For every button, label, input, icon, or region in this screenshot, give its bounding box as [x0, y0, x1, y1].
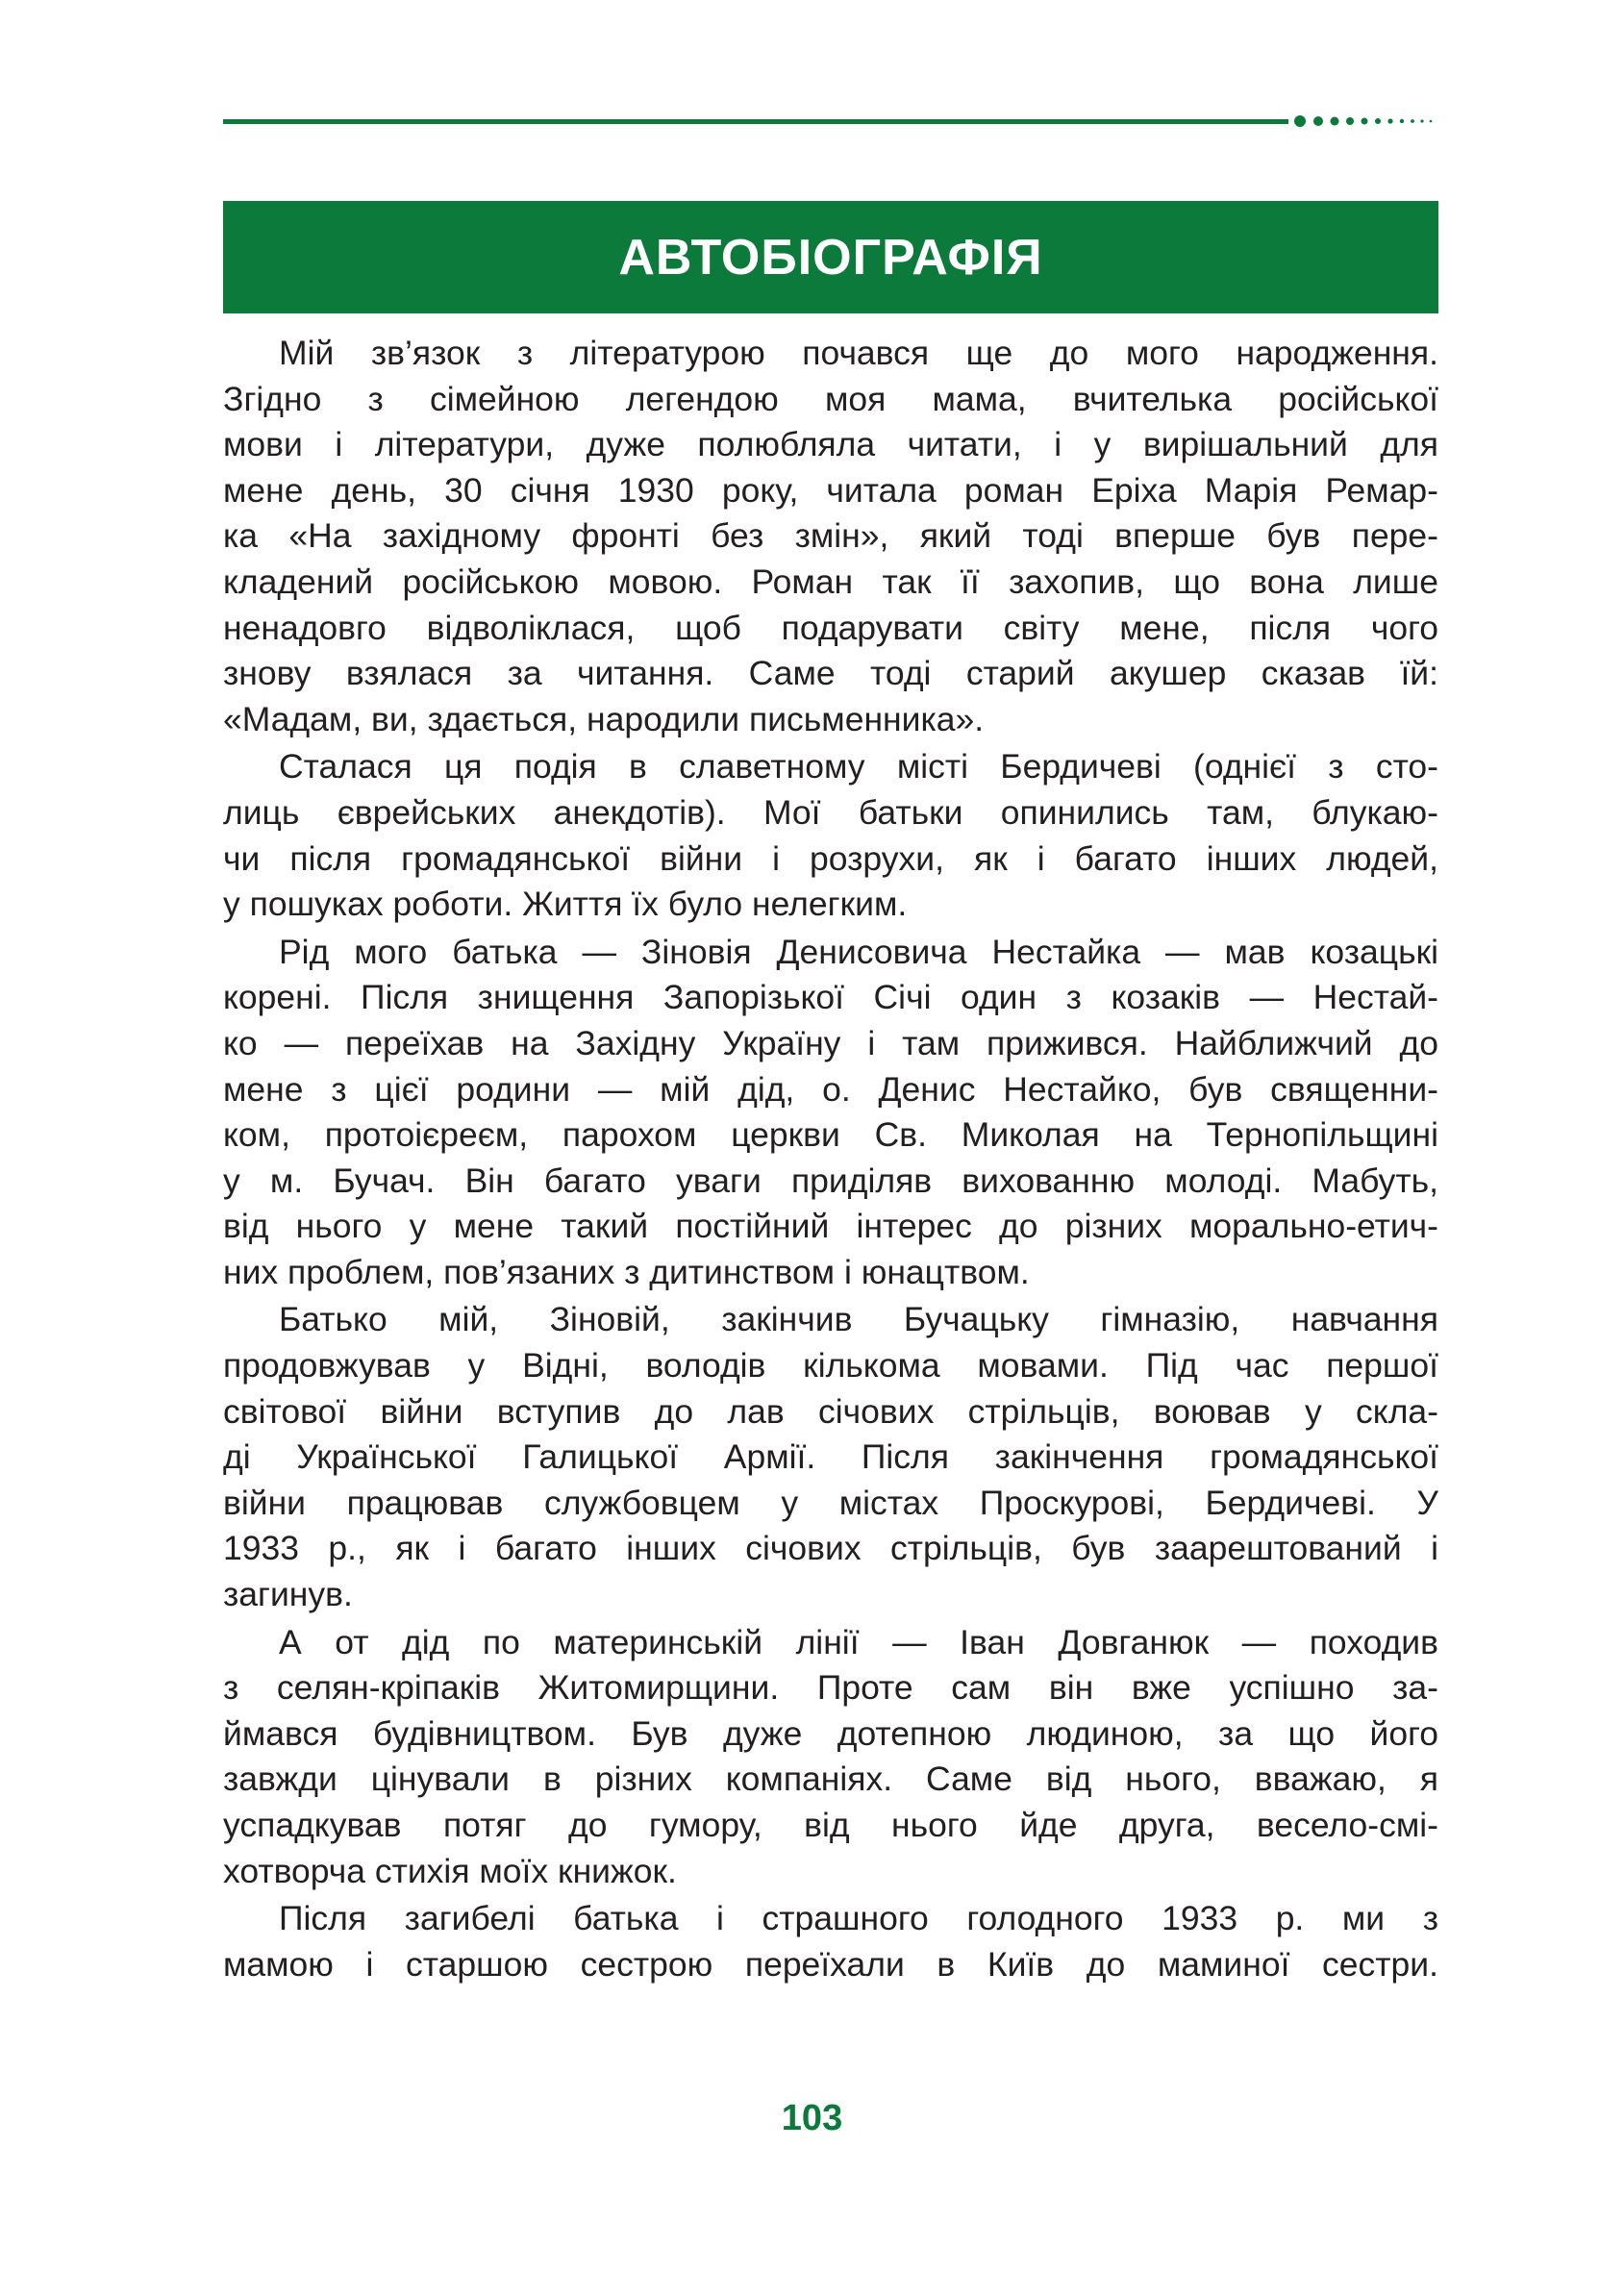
text-line: світової війни вступив до лав січових стрільців, воював у скла- — [223, 1391, 1438, 1431]
text-line: Після загибелі батька і страшного голодного 1933 р. ми з — [279, 1899, 1438, 1938]
paragraph — [223, 930, 1438, 1296]
text-line: загинув. — [223, 1575, 353, 1614]
text-line: корені. Після знищення Запорізької Січі один з козаків — Нестай- — [223, 978, 1438, 1017]
text-line: ді Української Галицької Армії. Після закінчення громадянської — [223, 1437, 1438, 1477]
text-line: у м. Бучач. Він багато уваги приділяв вихованню молоді. Мабуть, — [223, 1161, 1438, 1200]
page-title: АВТОБІОГРАФІЯ — [618, 229, 1043, 286]
title-banner — [223, 201, 1438, 313]
text-line: ко — переїхав на Західну Україну і там прижився. Найближчий до — [223, 1023, 1438, 1062]
article-body — [223, 331, 1438, 1989]
text-line: чи після громадянської війни і розрухи, як і багато інших людей, — [223, 838, 1438, 878]
text-line: війни працював службовцем у містах Проскурові, Бердичеві. У — [223, 1483, 1438, 1522]
text-line: 1933 р., як і багато інших січових стрільців, був заарештований і — [223, 1529, 1438, 1568]
header-rule-dots — [1292, 112, 1446, 131]
text-line: ком, протоієреєм, парохом церкви Св. Миколая на Тернопільщині — [223, 1115, 1438, 1155]
text-line: продовжував у Відні, володів кількома мовами. Під час першої — [223, 1346, 1438, 1386]
text-line: А от дід по материнській лінії — Іван Довганюк — походив — [279, 1622, 1438, 1661]
header-rule — [223, 119, 1288, 124]
text-line: мови і літератури, дуже полюбляла читати, і у вирішальний для — [223, 425, 1438, 464]
text-line: Згідно з сімейною легендою моя мама, вчителька російської — [223, 379, 1438, 418]
text-line: мене з цієї родини — мій дід, о. Денис Нестайко, був священни- — [223, 1069, 1438, 1109]
text-line: хотворча стихія моїх книжок. — [223, 1851, 677, 1890]
text-line: ненадовго відволіклася, щоб подарувати світу мене, після чого — [223, 608, 1438, 647]
text-line: з селян-кріпаків Житомирщини. Проте сам він вже успішно за- — [223, 1668, 1438, 1708]
text-line: Рід мого батька — Зіновія Денисовича Нестайка — мав козацькі — [279, 932, 1438, 971]
paragraph — [223, 1620, 1438, 1895]
page-number: 103 — [781, 2098, 843, 2138]
text-line: них проблем, пов’язаних з дитинством і юнацтвом. — [223, 1252, 1030, 1291]
paragraph — [223, 1297, 1438, 1617]
text-line: «Мадам, ви, здається, народили письменника». — [223, 699, 985, 738]
text-line: кладений російською мовою. Роман так її захопив, що вона лише — [223, 562, 1438, 601]
text-line: мамою і старшою сестрою переїхали в Київ до маминої сестри. — [223, 1944, 1438, 1984]
text-line: Сталася ця подія в славетному місті Бердичеві (однієї з сто- — [279, 747, 1438, 786]
text-line: успадкував потяг до гумору, від нього йде друга, весело-смі- — [223, 1806, 1438, 1844]
text-line: лиць єврейських анекдотів). Мої батьки опинились там, блукаю- — [223, 792, 1438, 832]
text-line: мене день, 30 січня 1930 року, читала роман Еріха Марія Ремар- — [223, 470, 1438, 510]
text-line: Батько мій, Зіновій, закінчив Бучацьку гімназію, навчання — [279, 1300, 1438, 1339]
paragraph — [223, 331, 1438, 742]
text-line: Мій зв’язок з літературою почався ще до мого народження. — [279, 334, 1438, 372]
text-line: ка «На західному фронті без змін», який тоді вперше був пере- — [223, 516, 1438, 556]
text-line: ймався будівництвом. Був дуже дотепною людиною, за що його — [223, 1713, 1438, 1753]
text-line: від нього у мене такий постійний інтерес до різних морально-етич- — [223, 1207, 1438, 1246]
paragraph — [223, 1896, 1438, 1987]
text-line: у пошуках роботи. Життя їх було нелегким. — [223, 885, 908, 924]
paragraph — [223, 744, 1438, 927]
text-line: знову взялася за читання. Саме тоді старий акушер сказав їй: — [223, 654, 1438, 693]
text-line: завжди цінували в різних компаніях. Саме від нього, вважаю, я — [223, 1760, 1438, 1799]
